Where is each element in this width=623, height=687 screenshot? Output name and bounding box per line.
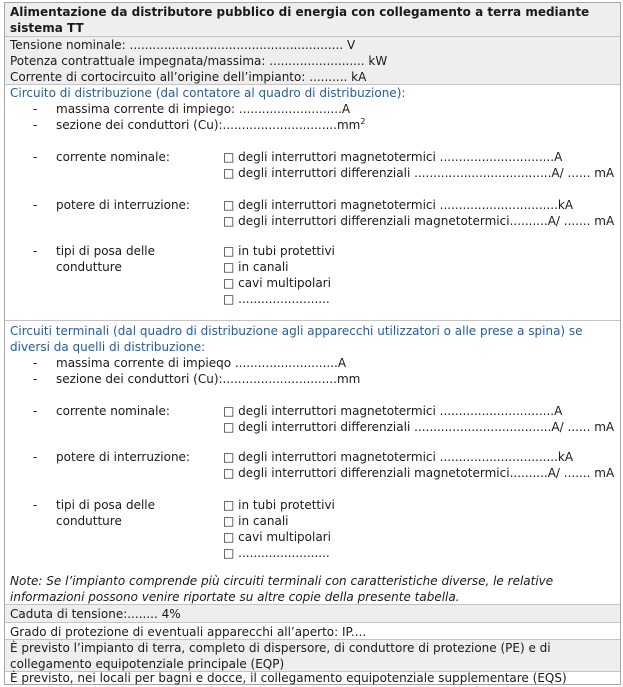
- note-text: Note: Se l’impianto comprende più circuiti terminali con caratteristiche diverse, le relative informazioni possono venire riportate su altre copie della presente tabella.: [10, 574, 554, 604]
- general-info-row: [5, 37, 620, 85]
- bullet: -: [33, 356, 38, 370]
- potere-interruzione-label: potere di interruzione:: [56, 450, 190, 464]
- electrical-spec-table: [4, 2, 621, 685]
- corrente-impiego: massima corrente di impieqo ...........................A: [56, 356, 347, 370]
- grado-row: [5, 623, 620, 640]
- bullet: -: [33, 372, 38, 386]
- equipotenziale-supplementare: È previsto, nei locali per bagni e docce, il collegamento equipotenziale supplementare (EQS): [10, 671, 567, 685]
- pi-differenziali: □ degli interruttori differenziali magnetotermici..........A/ ....... mA: [223, 214, 615, 228]
- posa-tubi: □ in tubi protettivi: [223, 498, 335, 512]
- cn-magnetotermici: □ degli interruttori magnetotermici ..............................A: [223, 404, 563, 418]
- table-title: Alimentazione da distributore pubblico di energia con collegamento a terra mediante sistema TT: [10, 5, 590, 35]
- impianto-terra: È previsto l’impianto di terra, completo di dispersore, di conduttore di protezione (PE) e di collegamento equipotenziale principale (EQP): [10, 641, 551, 671]
- pi-differenziali: □ degli interruttori differenziali magnetotermici..........A/ ....... mA: [223, 466, 615, 480]
- bullet: -: [33, 450, 38, 464]
- circuito-distribuzione-heading: Circuito di distribuzione (dal contatore al quadro di distribuzione):: [10, 86, 406, 100]
- potere-interruzione-label: potere di interruzione:: [56, 198, 190, 212]
- corrente-cortocircuito: Corrente di cortocircuito all’origine dell’impianto: .......... kA: [10, 70, 367, 84]
- caduta-row: [5, 605, 620, 623]
- circuiti-terminali-section: [5, 321, 620, 571]
- circuito-distribuzione-section: [5, 85, 620, 321]
- corrente-impiego: massima corrente di impiego: ...........................A: [56, 102, 351, 116]
- bullet: -: [33, 102, 38, 116]
- posa-altro: □ ........................: [223, 292, 330, 306]
- posa-canali: □ in canali: [223, 260, 289, 274]
- posa-label-1: tipi di posa delle: [56, 244, 155, 258]
- terra-row: [5, 640, 620, 672]
- sezione-conduttori: sezione dei conduttori $(Cu):..............................mm^2$: [56, 117, 366, 132]
- bullet: -: [33, 150, 38, 164]
- caduta-tensione: Caduta di tensione:........ 4%: [10, 607, 181, 621]
- posa-altro: □ ........................: [223, 546, 330, 560]
- posa-cavi: □ cavi multipolari: [223, 530, 331, 544]
- corrente-nominale-label: corrente nominale:: [56, 150, 170, 164]
- bullet: -: [33, 118, 38, 132]
- bullet: -: [33, 498, 38, 512]
- bullet: -: [33, 404, 38, 418]
- title-row: [5, 3, 620, 37]
- pi-magnetotermici: □ degli interruttori magnetotermici ...............................kA: [223, 198, 574, 212]
- posa-label-2: condutture: [56, 260, 122, 274]
- tensione-nominale: Tensione nominale: ........................................................ V: [10, 38, 356, 52]
- note-row: [5, 571, 620, 605]
- sezione-conduttori: sezione dei conduttori (Cu):..............................mm: [56, 372, 361, 386]
- cn-differenziali: □ degli interruttori differenziali ....................................A/ ...... mA: [223, 420, 615, 434]
- posa-tubi: □ in tubi protettivi: [223, 244, 335, 258]
- eqs-row: [5, 672, 620, 684]
- cn-differenziali: □ degli interruttori differenziali ....................................A/ ...... mA: [223, 166, 615, 180]
- cn-magnetotermici: □ degli interruttori magnetotermici ..............................A: [223, 150, 563, 164]
- bullet: -: [33, 244, 38, 258]
- pi-magnetotermici: □ degli interruttori magnetotermici ...............................kA: [223, 450, 574, 464]
- grado-protezione: Grado di protezione di eventuali apparecchi all’aperto: IP....: [10, 625, 367, 639]
- posa-label-1: tipi di posa delle: [56, 498, 155, 512]
- posa-cavi: □ cavi multipolari: [223, 276, 331, 290]
- bullet: -: [33, 198, 38, 212]
- corrente-nominale-label: corrente nominale:: [56, 404, 170, 418]
- posa-canali: □ in canali: [223, 514, 289, 528]
- potenza-contrattuale: Potenza contrattuale impegnata/massima: ......................... kW: [10, 54, 388, 68]
- posa-label-2: condutture: [56, 514, 122, 528]
- circuiti-terminali-heading: Circuiti terminali (dal quadro di distribuzione agli apparecchi utilizzatori o alle prese a spina) se diversi da quelli di distribuzione:: [10, 324, 583, 354]
